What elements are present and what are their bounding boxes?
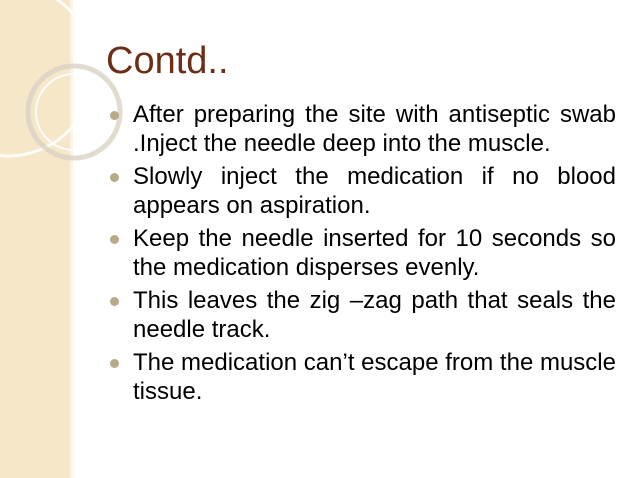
bullet-text: Keep the needle inserted for 10 seconds so the medication disperses evenly.: [133, 225, 616, 281]
bullet-text: Slowly inject the medication if no blood appears on aspiration.: [133, 163, 616, 219]
bullet-dot-icon: [110, 235, 119, 244]
bullet-text: This leaves the zig –zag path that seals the needle track.: [133, 287, 616, 343]
bullet-item: [106, 348, 616, 406]
bullet-text: After preparing the site with antiseptic swab .Inject the needle deep into the muscle.: [133, 101, 616, 157]
bullet-dot-icon: [110, 297, 119, 306]
bullet-item: [106, 286, 616, 344]
bullet-item: [106, 162, 616, 220]
bullet-list: [106, 100, 616, 410]
slide-title: Contd..: [106, 40, 229, 82]
bullet-text: The medication can’t escape from the muscle tissue.: [133, 349, 616, 405]
bullet-dot-icon: [110, 173, 119, 182]
bullet-dot-icon: [110, 359, 119, 368]
bullet-dot-icon: [110, 111, 119, 120]
bullet-item: [106, 224, 616, 282]
bullet-item: [106, 100, 616, 158]
